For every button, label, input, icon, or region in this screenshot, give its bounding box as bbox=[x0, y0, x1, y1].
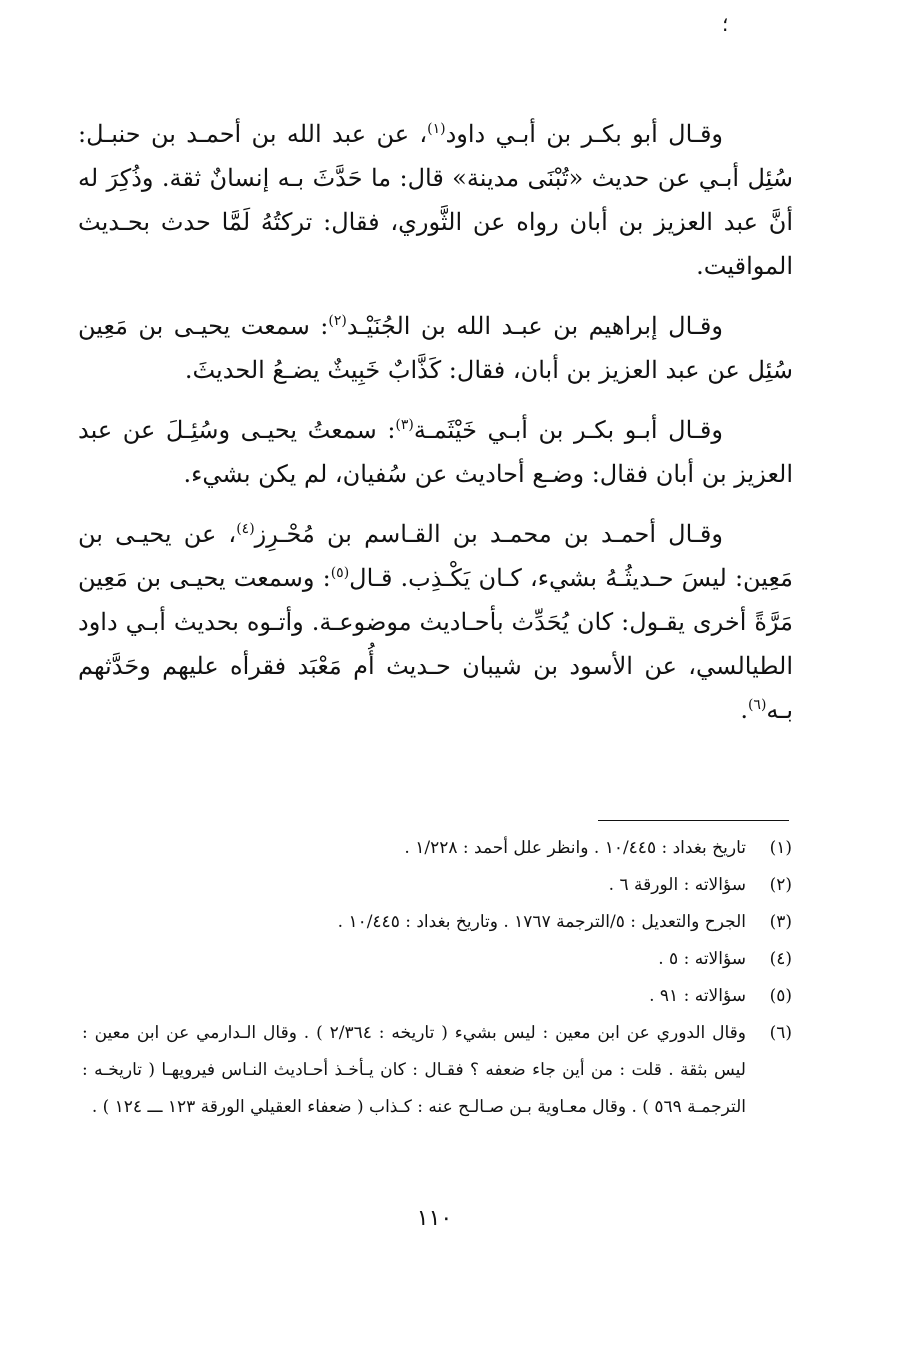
footnote-reference[interactable]: (٤) bbox=[236, 521, 255, 537]
paragraph-text: وقـال أبو بكـر بن أبـي داود bbox=[445, 120, 724, 148]
footnote-reference[interactable]: (٥) bbox=[330, 565, 350, 581]
footnote-divider bbox=[598, 820, 789, 821]
paragraph-text: وقـال أحمـد بن محمـد بن القـاسم بن مُحْـرِز bbox=[254, 520, 723, 548]
footnote-reference[interactable]: (١) bbox=[427, 121, 446, 137]
footnote-6 bbox=[82, 1015, 792, 1126]
footnotes bbox=[82, 830, 792, 1126]
footnote-number: (٣) bbox=[769, 912, 792, 932]
paragraph-text: ، عن عبد الله بن أحمـد بن حنبـل: سُئِل أبـي عن حديث «تُبْنَى مدينة» قال: ما حَدَّثَ بـه إنسانٌ ثقة. وذُكِرَ له أنَّ عبد العزيز بن أبان رواه عن الثَّوري، فقال: تركتُهُ لَمَّا حدث بحـديث المواقيت. bbox=[78, 120, 793, 280]
paragraph-text: وقـال أبـو بكـر بن أبـي خَيْثَمـة bbox=[413, 416, 723, 444]
paragraph-text: ، عن يحيـى بن مَعِين: ليسَ حـديثُـهُ بشيء، كـان يَكْـذِب. قـال bbox=[78, 520, 793, 592]
paragraph-1 bbox=[78, 112, 793, 288]
footnote-text: تاريخ بغداد : ١٠/٤٤٥ . وانظر علل أحمد : ١/٢٢٨ . bbox=[404, 838, 746, 858]
footnote-number: (١) bbox=[769, 838, 792, 858]
footnote-reference[interactable]: (٢) bbox=[328, 313, 347, 329]
footnote-2 bbox=[82, 867, 792, 904]
footnote-text: وقال الدوري عن ابن معين : ليس بشيء ( تاريخه : ٢/٣٦٤ ) . وقال الـدارمي عن ابن معين : ليس بثقة . قلت : من أين جاء ضعفه ؟ فقـال : كان يـأخـذ أحـاديث النـاس فيرويهـا ( تاريخـه : الترجمـة ٥٦٩ ) . وقال معـاوية بـن صـالـح عنه : كـذاب ( ضعفاء العقيلي الورقة ١٢٣ ـــ ١٢٤ ) . bbox=[82, 1023, 746, 1117]
corner-mark: ؛ bbox=[722, 12, 729, 36]
paragraph-text: : سمعت يحيـى بن مَعِين سُئِل عن عبد العزيز بن أبان، فقال: كَذَّابٌ خَبِيثٌ يضـعُ الحديثَ. bbox=[78, 312, 793, 384]
footnote-number: (٢) bbox=[769, 875, 792, 895]
paragraph-text: . bbox=[740, 696, 748, 724]
footnote-text: الجرح والتعديل : ٥/الترجمة ١٧٦٧ . وتاريخ بغداد : ١٠/٤٤٥ . bbox=[337, 912, 746, 932]
footnote-number: (٥) bbox=[769, 986, 792, 1006]
footnote-3 bbox=[82, 904, 792, 941]
paragraph-3 bbox=[78, 408, 793, 496]
footnote-number: (٦) bbox=[769, 1023, 792, 1043]
footnote-text: سؤالاته : الورقة ٦ . bbox=[608, 875, 746, 895]
main-text bbox=[78, 112, 793, 748]
footnote-1 bbox=[82, 830, 792, 867]
page-number: ١١٠ bbox=[416, 1206, 453, 1231]
footnote-reference[interactable]: (٦) bbox=[747, 697, 767, 713]
footnote-reference[interactable]: (٣) bbox=[395, 417, 414, 433]
footnote-text: سؤالاته : ٩١ . bbox=[649, 986, 746, 1006]
footnote-5 bbox=[82, 978, 792, 1015]
paragraph-2 bbox=[78, 304, 793, 392]
paragraph-text: وقـال إبراهيم بن عبـد الله بن الجُنَيْـد bbox=[346, 312, 723, 340]
footnote-4 bbox=[82, 941, 792, 978]
paragraph-4 bbox=[78, 512, 793, 732]
paragraph-text: : سمعتُ يحيـى وسُئِـلَ عن عبد العزيز بن أبان فقال: وضـع أحاديث عن سُفيان، لم يكن بشيء. bbox=[78, 416, 793, 488]
footnote-number: (٤) bbox=[769, 949, 792, 969]
footnote-text: سؤالاته : ٥ . bbox=[658, 949, 746, 969]
paragraph-text: : وسمعت يحيـى بن مَعِين مَرَّةً أخرى يقـول: كان يُحَدِّث بأحـاديث موضوعـة. وأتـوه بحديث أبـي داود الطيالسي، عن الأسود بن شيبان حـديث أُم مَعْبَد فقرأه عليهم وحَدَّثهم بـه bbox=[78, 564, 793, 724]
